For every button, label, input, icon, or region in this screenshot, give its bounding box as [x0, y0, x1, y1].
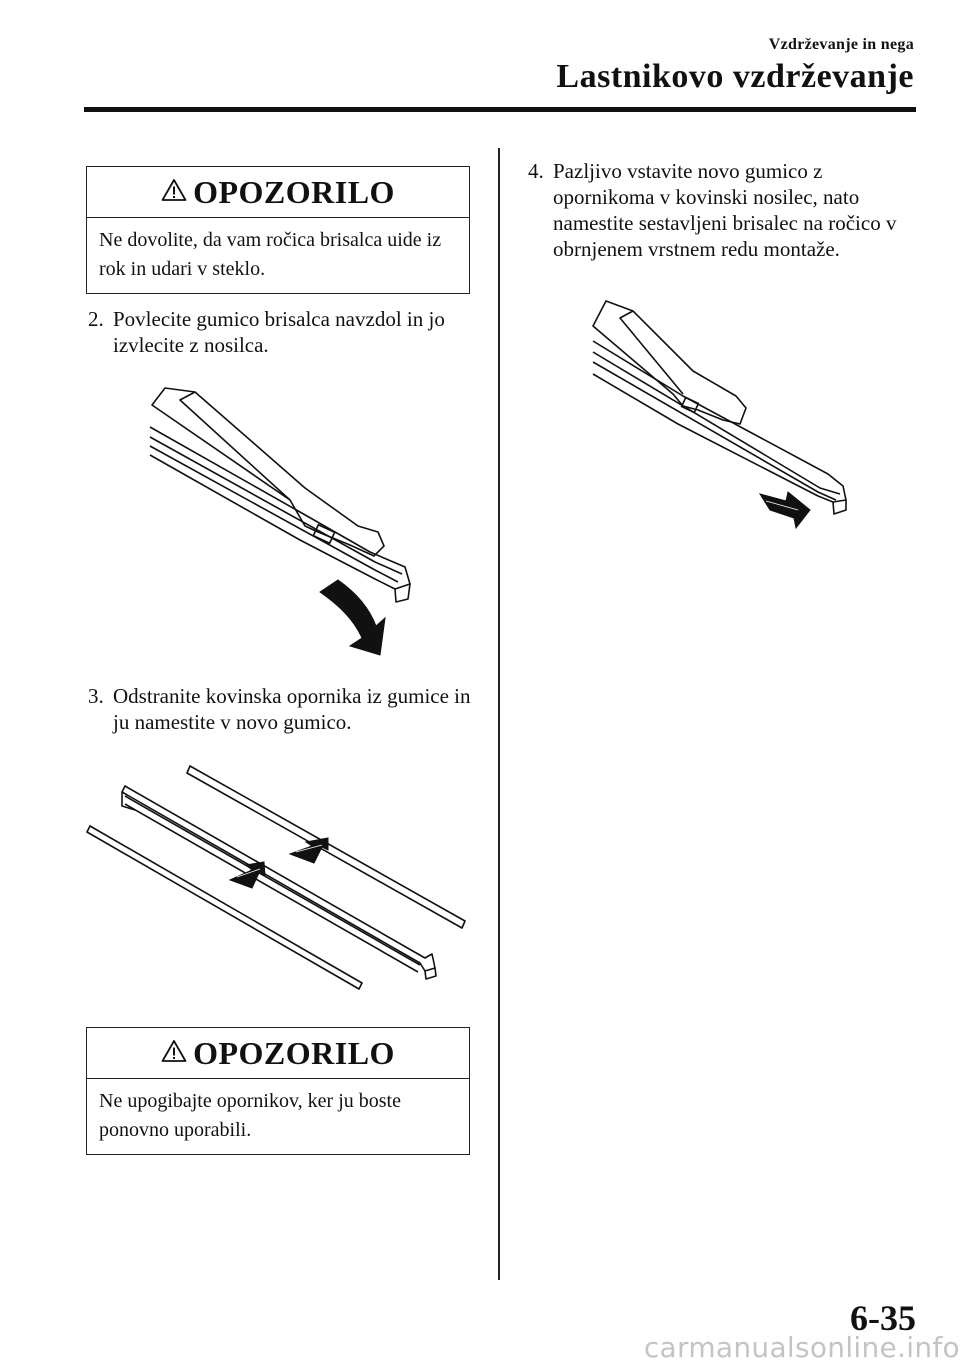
watermark: carmanualsonline.info	[643, 1331, 960, 1364]
column-divider	[498, 148, 500, 1280]
left-arrow-icon-lower	[230, 862, 265, 888]
step-4	[528, 158, 918, 262]
step-4-text: Pazljivo vstavite novo gumico z opornikoma v kovinski nosilec, nato namestite sestavljeni brisalec na ročico v obrnjenem vrstnem redu montaže.	[553, 159, 897, 261]
warning-triangle-icon	[161, 178, 187, 202]
header-rule	[84, 107, 916, 112]
warning-text-2: Ne upogibajte opornikov, ker ju boste ponovno uporabili.	[99, 1090, 401, 1141]
warning-text-1: Ne dovolite, da vam ročica brisalca uide iz rok in udari v steklo.	[99, 229, 442, 280]
blade-supports-illustration	[80, 758, 480, 998]
warning-box-1	[86, 166, 470, 294]
warning-heading-2	[87, 1028, 469, 1079]
wiper-blade-removal-illustration	[140, 380, 440, 665]
down-arrow-icon	[320, 580, 385, 655]
step-3-text: Odstranite kovinska opornika iz gumice in ju namestite v novo gumico.	[113, 684, 471, 734]
step-2-number: 2.	[88, 307, 104, 331]
step-2-text: Povlecite gumico brisalca navzdol in jo izvlecite z nosilca.	[113, 307, 445, 357]
warning-heading-text-2: OPOZORILO	[193, 1034, 395, 1071]
step-3-number: 3.	[88, 684, 104, 708]
warning-triangle-icon	[161, 1039, 187, 1063]
section-header: Vzdrževanje in nega	[768, 36, 914, 53]
page-number: 6-35	[850, 1298, 916, 1338]
left-arrow-icon-upper	[290, 838, 328, 863]
blade-insertion-illustration	[588, 296, 868, 546]
step-3	[88, 683, 478, 735]
page-title: Lastnikovo vzdrževanje	[556, 58, 914, 95]
step-2	[88, 306, 478, 358]
right-arrow-icon	[760, 492, 810, 528]
warning-box-2	[86, 1027, 470, 1155]
warning-heading-1	[87, 167, 469, 218]
warning-heading-text-1: OPOZORILO	[193, 173, 395, 210]
step-4-number: 4.	[528, 159, 544, 183]
